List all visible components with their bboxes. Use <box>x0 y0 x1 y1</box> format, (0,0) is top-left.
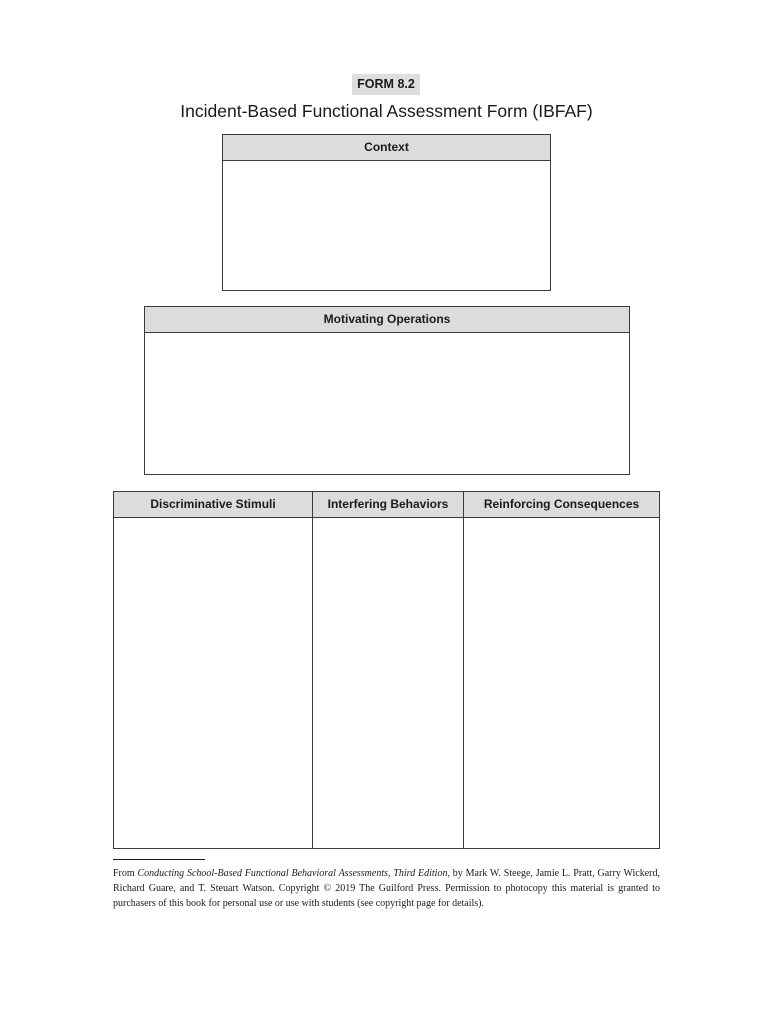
discriminative-stimuli-column <box>114 492 312 848</box>
interfering-behaviors-column <box>312 492 463 848</box>
footnote-book-title: Conducting School-Based Functional Behavioral Assessments, Third Edition, <box>137 868 450 879</box>
footnote-prefix: From <box>113 868 138 879</box>
footnote-text: by Mark W. Steege, Jamie L. Pratt, Garry Wickerd, Richard Guare, and T. Steuart Watson. Copyright © 2019 The Guilford Press. Permission to photocopy this material is granted to purchasers of this book for personal use or use with students (see copyright page for details). <box>113 868 660 909</box>
reinforcing-consequences-field[interactable] <box>464 518 659 848</box>
motivating-operations-box <box>144 306 630 475</box>
footnote-divider <box>113 859 205 860</box>
context-box <box>222 134 551 291</box>
interfering-behaviors-header: Interfering Behaviors <box>313 492 463 518</box>
reinforcing-consequences-header: Reinforcing Consequences <box>464 492 659 518</box>
interfering-behaviors-field[interactable] <box>313 518 463 848</box>
reinforcing-consequences-column <box>463 492 659 848</box>
motivating-operations-header: Motivating Operations <box>145 307 629 333</box>
discriminative-stimuli-field[interactable] <box>114 518 312 848</box>
form-title: Incident-Based Functional Assessment Form (IBFAF) <box>180 101 593 121</box>
motivating-operations-field[interactable] <box>145 333 629 474</box>
discriminative-stimuli-header: Discriminative Stimuli <box>114 492 312 518</box>
context-header: Context <box>223 135 550 161</box>
abc-table <box>113 491 660 849</box>
form-number-badge: FORM 8.2 <box>352 74 420 95</box>
context-field[interactable] <box>223 161 550 290</box>
copyright-footnote <box>113 866 660 911</box>
